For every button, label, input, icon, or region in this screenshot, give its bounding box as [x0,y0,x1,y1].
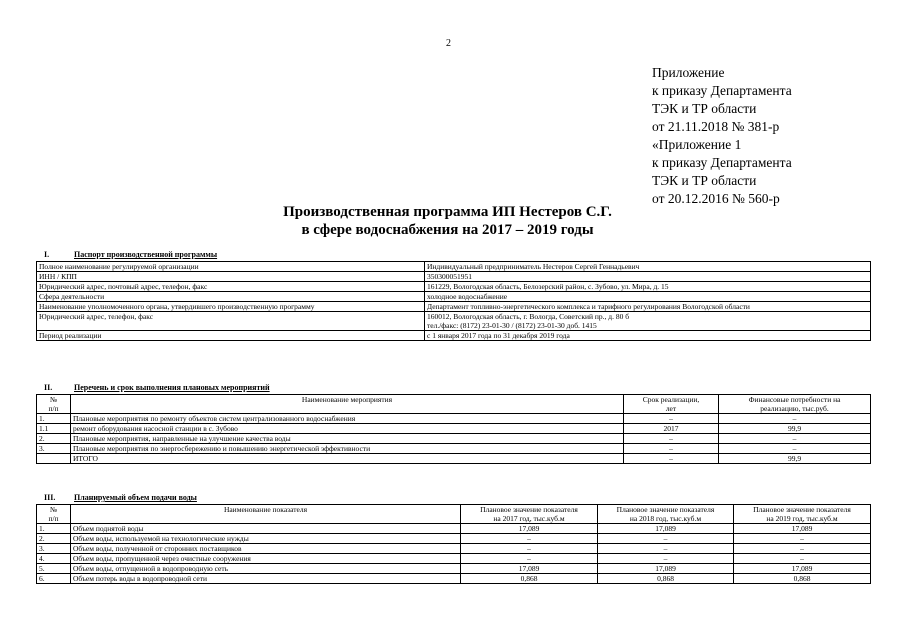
indicator-name: Объем воды, отпущенной в водопроводную сеть [71,564,461,574]
value-2017: – [461,544,598,554]
financial-needs: – [719,434,871,444]
row-number [37,454,71,464]
value-2018: – [598,554,734,564]
row-number: 3. [37,444,71,454]
table-row [37,414,871,424]
financial-needs: 99,9 [719,424,871,434]
table-row [37,434,871,444]
field-label: Юридический адрес, телефон, факс [37,312,425,331]
section-number: I. [44,250,50,259]
field-value: с 1 января 2017 года по 31 декабря 2019 года [425,331,871,341]
value-2018: 0,868 [598,574,734,584]
table-row [37,564,871,574]
row-number: 3. [37,544,71,554]
indicator-name: Объем воды, используемой на технологические нужды [71,534,461,544]
appendix-line: ТЭК и ТР области [652,101,757,116]
column-header: № п/п [37,505,71,524]
section-2-heading [36,383,270,392]
implementation-period: 2017 [624,424,719,434]
field-label: ИНН / КПП [37,272,425,282]
header-row [37,395,871,414]
field-value: Департамент топливно-энергетического комплекса и тарифного регулирования Вологодской области [425,302,871,312]
table-row [37,272,871,282]
page-number: 2 [446,38,451,49]
section-number: II. [44,383,53,392]
value-2018: – [598,534,734,544]
water-volume-table [36,504,871,584]
measure-name: Плановые мероприятия по энергосбережению и повышению энергетической эффективности [71,444,624,454]
field-value: 161229, Вологодская область, Белозерский район, с. Зубово, ул. Мира, д. 15 [425,282,871,292]
table-row [37,262,871,272]
value-2019: 0,868 [734,574,871,584]
row-number: 4. [37,554,71,564]
table-row [37,312,871,331]
value-2017: – [461,534,598,544]
measure-name: Плановые мероприятия по ремонту объектов систем централизованного водоснабжения [71,414,624,424]
appendix-line: от 21.11.2018 № 381-р [652,119,780,134]
title-line-2: в сфере водоснабжения на 2017 – 2019 годы [301,222,594,238]
table-row [37,444,871,454]
table-row [37,524,871,534]
row-number: 1.1 [37,424,71,434]
value-2018: 17,089 [598,564,734,574]
column-header: Плановое значение показателя на 2017 год, тыс.куб.м [461,505,598,524]
indicator-name: Объем воды, полученной от сторонних поставщиков [71,544,461,554]
field-label: Полное наименование регулируемой организации [37,262,425,272]
measures-table [36,394,871,464]
indicator-name: Объем потерь воды в водопроводной сети [71,574,461,584]
measure-name: Плановые мероприятия, направленные на улучшение качества воды [71,434,624,444]
implementation-period: – [624,414,719,424]
appendix-line: «Приложение 1 [652,137,742,152]
section-title: Планируемый объем подачи воды [74,493,197,502]
value-2019: 17,089 [734,524,871,534]
field-value: Индивидуальный предприниматель Нестеров Сергей Геннадьевич [425,262,871,272]
value-2017: 17,089 [461,564,598,574]
value-2018: 17,089 [598,524,734,534]
table-row [37,302,871,312]
implementation-period: – [624,454,719,464]
field-label: Наименование уполномоченного органа, утвердившего производственную программу [37,302,425,312]
section-3-heading [36,493,197,502]
column-header: Срок реализации, лет [624,395,719,414]
passport-table [36,261,871,341]
column-header: Плановое значение показателя на 2019 год, тыс.куб.м [734,505,871,524]
value-2017: 0,868 [461,574,598,584]
section-title: Паспорт производственной программы [74,250,218,259]
table-row [37,331,871,341]
value-2017: – [461,554,598,564]
indicator-name: Объем поднятой воды [71,524,461,534]
indicator-name: Объем воды, пропущенной через очистные сооружения [71,554,461,564]
table-row [37,292,871,302]
row-number: 2. [37,434,71,444]
value-2017: 17,089 [461,524,598,534]
financial-needs: – [719,414,871,424]
document-title [0,203,905,239]
measure-name: ремонт оборудования насосной станции в с. Зубово [71,424,624,434]
column-header: Наименование мероприятия [71,395,624,414]
implementation-period: – [624,434,719,444]
table-row [37,454,871,464]
field-value: 160012, Вологодская область, г. Вологда, Советский пр., д. 80 б тел./факс: (8172) 23-01-30 / (8172) 23-01-30 доб. 1415 [425,312,871,331]
value-2019: – [734,554,871,564]
title-line-1: Производственная программа ИП Нестеров С.Г. [283,204,612,220]
table-row [37,554,871,564]
table-row [37,424,871,434]
field-value: 350300051951 [425,272,871,282]
implementation-period: – [624,444,719,454]
appendix-line: Приложение [652,65,725,80]
appendix-line: ТЭК и ТР области [652,173,757,188]
section-1-heading [36,250,217,259]
appendix-line: к приказу Департамента [652,83,792,98]
appendix-line: к приказу Департамента [652,155,792,170]
table-row [37,574,871,584]
field-label: Юридический адрес, почтовый адрес, телефон, факс [37,282,425,292]
field-label: Период реализации [37,331,425,341]
column-header: Финансовые потребности на реализацию, тыс.руб. [719,395,871,414]
section-number: III. [44,493,56,502]
value-2019: 17,089 [734,564,871,574]
column-header: Плановое значение показателя на 2018 год, тыс.куб.м [598,505,734,524]
row-number: 6. [37,574,71,584]
appendix-line: от 20.12.2016 № 560-р [652,191,780,206]
column-header: № п/п [37,395,71,414]
measure-name: ИТОГО [71,454,624,464]
value-2019: – [734,534,871,544]
table-row [37,282,871,292]
financial-needs: 99,9 [719,454,871,464]
financial-needs: – [719,444,871,454]
column-header: Наименование показателя [71,505,461,524]
row-number: 5. [37,564,71,574]
row-number: 1. [37,524,71,534]
table-row [37,544,871,554]
header-row [37,505,871,524]
row-number: 1. [37,414,71,424]
field-label: Сфера деятельности [37,292,425,302]
row-number: 2. [37,534,71,544]
field-value: холодное водоснабжение [425,292,871,302]
appendix-block [652,64,792,208]
value-2018: – [598,544,734,554]
table-row [37,534,871,544]
value-2019: – [734,544,871,554]
section-title: Перечень и срок выполнения плановых мероприятий [74,383,270,392]
